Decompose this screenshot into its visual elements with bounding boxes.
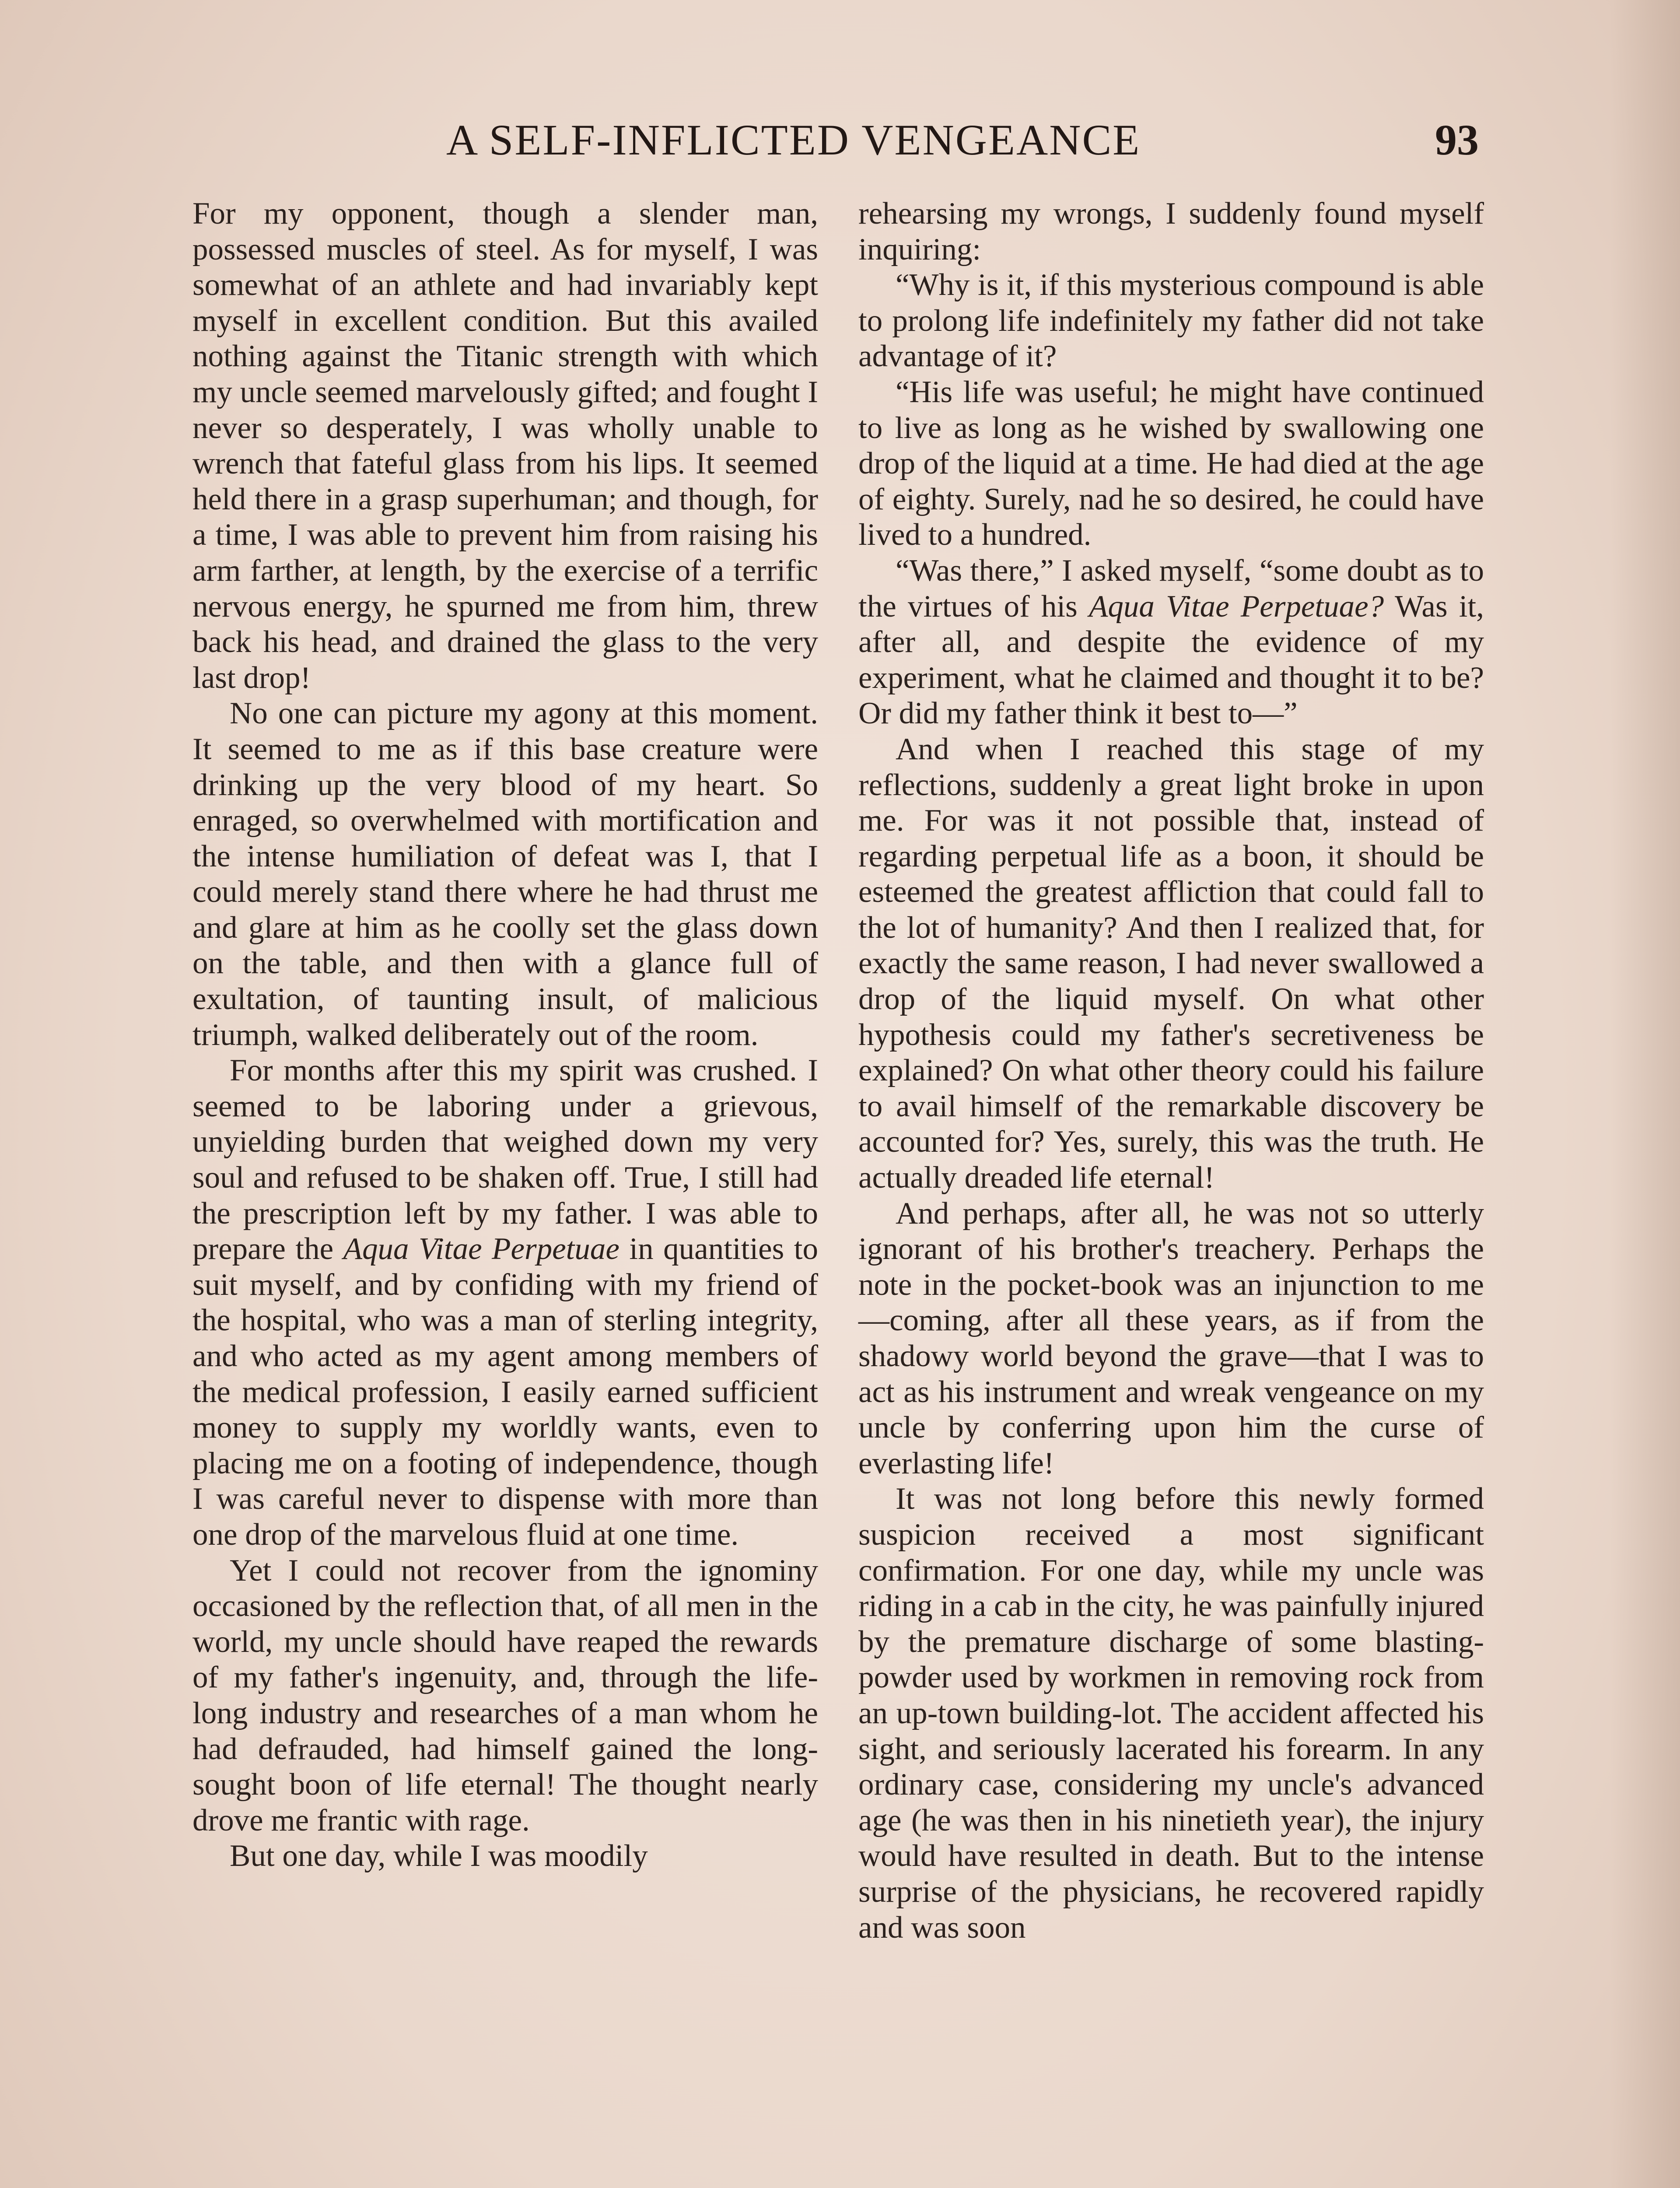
running-title: A SELF-INFLICTED VENGEANCE: [446, 116, 1141, 164]
left-column: [192, 196, 818, 1874]
page-edge-shadow-right: [1610, 0, 1680, 2188]
paragraph: But one day, while I was moodily: [230, 1839, 648, 1873]
paragraph: “Was there,” I asked myself, “some doubt as to the virtues of his Aqua Vitae Perpetuae? Was it, after all, and despite the evidence of my experiment, what he claimed and thought it to be? Or did my father think it best to—”: [858, 553, 1484, 731]
paragraph: For months after this my spirit was crushed. I seemed to be laboring under a grievous, unyielding burden that weighed down my very soul and refused to be shaken off. True, I still had the prescription left by my father. I was able to prepare the Aqua Vitae Perpetuae in quantities to suit myself, and by confiding with my friend of the hospital, who was a man of sterling integrity, and who acted as my agent among members of the medical profession, I easily earned sufficient money to supply my worldly wants, even to placing me on a footing of independence, though I was careful never to dispense with more than one drop of the marvelous fluid at one time.: [192, 1053, 818, 1552]
paragraph: No one can picture my agony at this moment. It seemed to me as if this base creature were drinking up the very blood of my heart. So enraged, so overwhelmed with mortification and the intense humiliation of defeat was I, that I could merely stand there where he had thrust me and glare at him as he coolly set the glass down on the table, and then with a glance full of exultation, of taunting insult, of malicious triumph, walked deliberately out of the room.: [192, 696, 818, 1052]
paragraph: And perhaps, after all, he was not so utterly ignorant of his brother's treachery. Perhaps the note in the pocket-book was an injunction to me—coming, after all these years, as if from the shadowy world beyond the grave—that I was to act as his instrument and wreak vengeance on my uncle by conferring upon him the curse of everlasting life!: [858, 1196, 1484, 1480]
paragraph: Yet I could not recover from the ignominy occasioned by the reflection that, of all men in the world, my uncle should have reaped the rewards of my father's ingenuity, and, through the life-long industry and researches of a man whom he had defrauded, had himself gained the long-sought boon of life eternal! The thought nearly drove me frantic with rage.: [192, 1553, 818, 1837]
paragraph: It was not long before this newly formed suspicion received a most significant confirmation. For one day, while my uncle was riding in a cab in the city, he was painfully injured by the premature discharge of some blasting-powder used by workmen in removing rock from an up-town building-lot. The accident affected his sight, and seriously lacerated his forearm. In any ordinary case, considering my uncle's advanced age (he was then in his ninetieth year), the injury would have resulted in death. But to the intense surprise of the physicians, he recovered rapidly and was soon: [858, 1482, 1484, 1945]
paragraph: And when I reached this stage of my reflections, suddenly a great light broke in upon me. For was it not possible that, instead of regarding perpetual life as a boon, it should be esteemed the greatest affliction that could fall to the lot of humanity? And then I realized that, for exactly the same reason, I had never swallowed a drop of the liquid myself. On what other hypothesis could my father's secretiveness be explained? On what other theory could his failure to avail himself of the remarkable discovery be accounted for? Yes, surely, this was the truth. He actually dreaded life eternal!: [858, 732, 1484, 1195]
page-number: 93: [1435, 116, 1479, 164]
paragraph: “Why is it, if this mysterious compound is able to prolong life indefinitely my father did not take advantage of it?: [858, 268, 1484, 374]
right-column: [858, 196, 1484, 1946]
paragraph: “His life was useful; he might have continued to live as long as he wished by swallowing one drop of the liquid at a time. He had died at the age of eighty. Surely, nad he so desired, he could have lived to a hundred.: [858, 375, 1484, 552]
paragraph: For my opponent, though a slender man, possessed muscles of steel. As for myself, I was somewhat of an athlete and had invariably kept myself in excellent condition. But this availed nothing against the Titanic strength with which my uncle seemed marvelously gifted; and fought I never so desperately, I was wholly unable to wrench that fateful glass from his lips. It seemed held there in a grasp superhuman; and though, for a time, I was able to prevent him from raising his arm farther, at length, by the exercise of a terrific nervous energy, he spurned me from him, threw back his head, and drained the glass to the very last drop!: [192, 196, 818, 695]
paragraph: rehearsing my wrongs, I suddenly found myself inquiring:: [858, 196, 1484, 266]
